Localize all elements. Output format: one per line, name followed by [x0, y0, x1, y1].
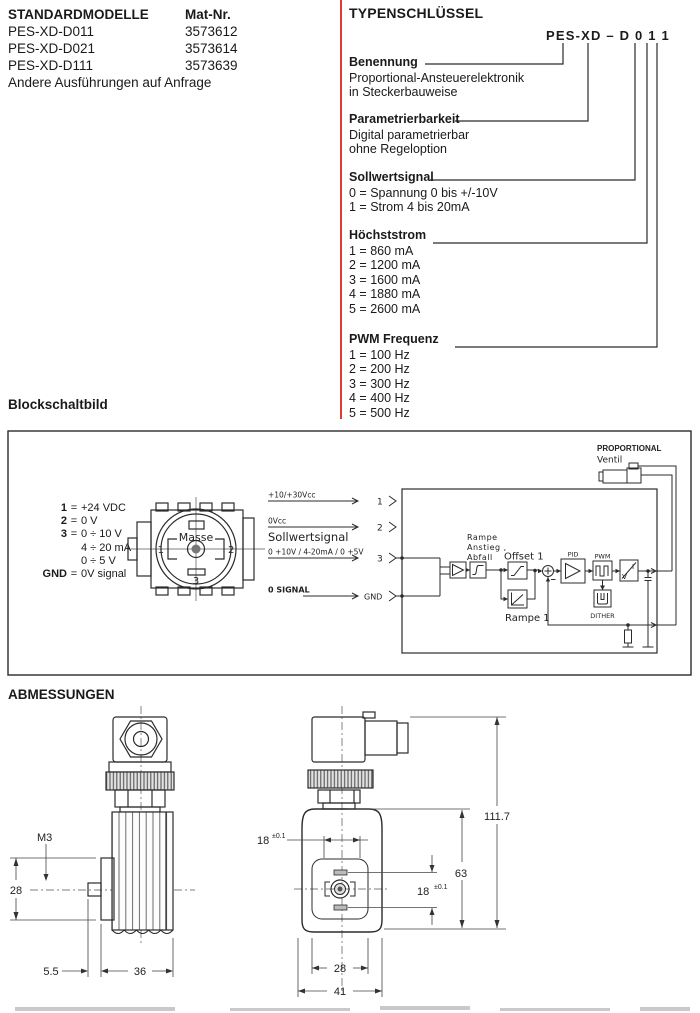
pin2-number: 2	[377, 523, 383, 534]
legend-row	[40, 555, 131, 568]
legend-sep	[67, 542, 81, 555]
legend-row	[40, 542, 131, 555]
blockschaltbild-heading: Blockschaltbild	[8, 397, 108, 412]
standardmodelle-header-row	[8, 6, 348, 23]
signal2-label: 0Vcc	[268, 516, 287, 526]
dim-111-label: 111.7	[484, 811, 510, 823]
pin3-number: 3	[377, 554, 383, 565]
section-line: 1 = 100 Hz	[349, 347, 410, 362]
legend-row	[40, 502, 131, 515]
section-label: Parametrierbarkeit	[349, 112, 460, 126]
section-label: PWM Frequenz	[349, 332, 439, 346]
section-line: 3 = 300 Hz	[349, 376, 410, 391]
connector-pin3-label: 3	[192, 576, 200, 587]
typenschluessel-title: TYPENSCHLÜSSEL	[349, 5, 484, 21]
typekey-section-benennung	[349, 55, 549, 100]
table-row	[8, 57, 348, 74]
legend-key	[40, 542, 67, 555]
pid-block-label: PID	[567, 550, 579, 559]
pin1-number: 1	[377, 497, 383, 508]
legend-sep: =	[70, 502, 78, 514]
dim-41-label: 41	[333, 986, 347, 998]
model-name: PES-XD-D111	[8, 58, 94, 73]
offset-block-label: Offset 1	[504, 551, 544, 563]
legend-row	[40, 528, 131, 541]
section-label: Höchststrom	[349, 228, 427, 242]
legend-key: 1	[60, 502, 67, 514]
connector-pin2-label: 2	[228, 545, 235, 556]
dim-18-top-tolerance: ±0.1	[272, 833, 286, 840]
legend-key: GND	[42, 568, 67, 581]
section-line: ohne Regeloption	[349, 142, 447, 156]
dim-28-bottom-label: 28	[333, 963, 347, 975]
legend-sep: =	[70, 515, 78, 528]
section-line: 4 = 400 Hz	[349, 391, 410, 405]
section-line: 0 = Spannung 0 bis +/-10V	[349, 185, 498, 200]
abmessungen-heading: ABMESSUNGEN	[8, 687, 115, 702]
vi-block-i-label: I	[631, 563, 635, 571]
legend-key	[40, 555, 67, 568]
dim-36-label: 36	[133, 966, 147, 978]
section-line: 1 = 860 mA	[349, 243, 414, 258]
standardmodelle-table	[8, 6, 348, 91]
legend-key: 3	[60, 528, 67, 541]
dither-block-label: DITHER	[590, 612, 615, 620]
dim-63-label: 63	[454, 868, 468, 880]
legend-value: 4 ÷ 20 mA	[81, 541, 132, 554]
section-line: Digital parametrierbar	[349, 127, 470, 142]
legend-sep: =	[70, 528, 78, 541]
dim-55-label: 5.5	[43, 966, 59, 978]
standardmodelle-note: Andere Ausführungen auf Anfrage	[8, 75, 212, 90]
typekey-section-sollwertsignal	[349, 170, 549, 215]
section-line: 5 = 2600 mA	[349, 301, 421, 316]
section-line: Proportional-Ansteuerelektronik	[349, 70, 525, 85]
section-line: 3 = 1600 mA	[349, 272, 421, 287]
legend-value: 0 V	[81, 515, 98, 528]
vi-block-v-label: V	[622, 573, 627, 581]
model-name: PES-XD-D021	[8, 41, 96, 56]
dim-28-left-label: 28	[9, 885, 23, 897]
dim-m3-label: M3	[37, 832, 53, 844]
table-row	[8, 40, 348, 57]
type-code: PES-XD – D 0 1 1	[546, 28, 670, 43]
pwm-block-label: PWM	[594, 552, 611, 561]
section-label: Benennung	[349, 55, 418, 69]
proportional-label: PROPORTIONAL	[597, 444, 662, 453]
section-line: in Steckerbauweise	[349, 85, 458, 99]
matnr-header: Mat-Nr.	[185, 7, 231, 22]
dim-18-mid-tolerance: ±0.1	[434, 884, 448, 891]
model-matnr: 3573639	[185, 58, 238, 73]
section-line: 2 = 1200 mA	[349, 258, 421, 272]
legend-value: +24 VDC	[81, 502, 126, 514]
legend-value: 0V signal	[81, 568, 127, 581]
dim-18-top-label: 18	[257, 835, 270, 847]
section-line: 5 = 500 Hz	[349, 405, 410, 420]
footer-cutoff-marks	[15, 1006, 690, 1011]
section-label: Sollwertsignal	[349, 170, 434, 184]
section-line: 1 = Strom 4 bis 20mA	[349, 200, 470, 214]
legend-row	[40, 515, 131, 528]
signal4-label: 0 SIGNAL	[268, 585, 310, 595]
connector-pin1-label: 1	[157, 545, 164, 556]
ramp-label-line3: Abfall	[467, 553, 493, 562]
model-matnr: 3573612	[185, 24, 238, 39]
model-name: PES-XD-D011	[8, 24, 95, 39]
legend-sep: =	[70, 568, 78, 581]
table-row	[8, 23, 348, 40]
section-line: 4 = 1880 mA	[349, 287, 421, 301]
typekey-section-pwm-frequenz	[349, 332, 549, 420]
legend-row	[40, 568, 131, 581]
sollwertsignal-label: Sollwertsignal	[268, 530, 349, 544]
legend-key: 2	[60, 515, 67, 528]
dim-18-mid-label: 18	[417, 886, 430, 898]
pin-legend	[40, 502, 131, 581]
gnd-pin-number: GND	[364, 592, 383, 602]
model-matnr: 3573614	[185, 41, 238, 56]
standardmodelle-title: STANDARDMODELLE	[8, 7, 149, 22]
ventil-label: Ventil	[597, 455, 623, 466]
signal1-label: +10/+30Vcc	[268, 490, 316, 500]
typekey-section-parametrierbarkeit	[349, 112, 549, 157]
signal3-label: 0 +10V / 4-20mA / 0 +5V	[268, 547, 364, 557]
legend-sep	[67, 555, 81, 568]
legend-value: 0 ÷ 5 V	[81, 554, 116, 567]
legend-value: 0 ÷ 10 V	[81, 528, 122, 541]
dimension-drawing-right	[287, 706, 506, 997]
connector-masse-label: Masse	[178, 531, 214, 544]
rampe1-block-label: Rampe 1	[505, 613, 550, 624]
ramp-label-line1: Rampe	[467, 533, 498, 542]
ramp-label-line2: Anstieg ,	[467, 543, 507, 552]
section-line: 2 = 200 Hz	[349, 362, 410, 376]
typekey-section-hoechststrom	[349, 228, 549, 316]
